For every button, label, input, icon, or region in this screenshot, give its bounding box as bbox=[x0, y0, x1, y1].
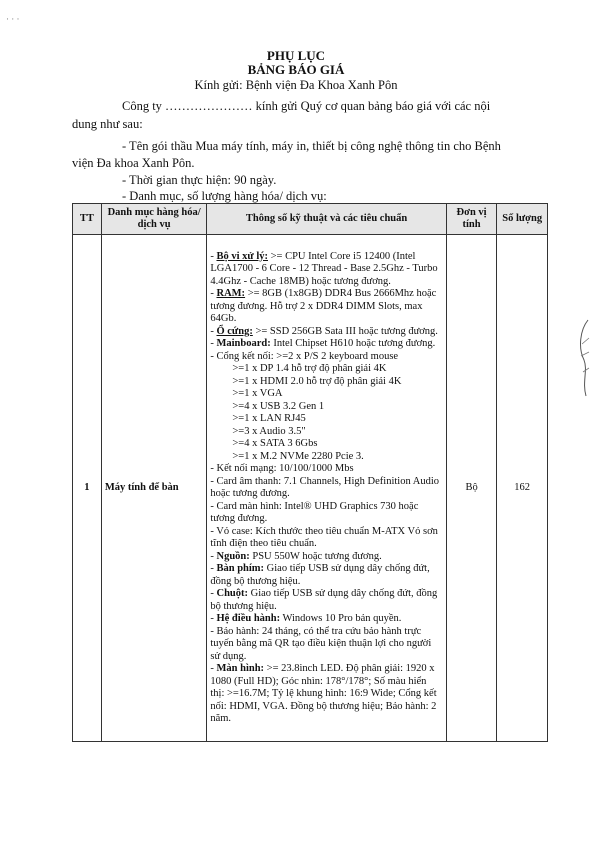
spec-port: >=1 x DP 1.4 hỗ trợ độ phân giải 4K bbox=[232, 363, 387, 374]
spec-mainboard: - Mainboard: Intel Chipset H610 hoặc tương đương. bbox=[210, 338, 436, 349]
spec-network: - Kết nối mạng: 10/100/1000 Mbs bbox=[210, 463, 354, 474]
intro-line-4: - Danh mục, số lượng hàng hóa/ dịch vụ: bbox=[122, 189, 327, 203]
header-qty: Số lượng bbox=[497, 204, 548, 235]
table-header-row bbox=[73, 204, 548, 235]
intro-line-3: - Thời gian thực hiện: 90 ngày. bbox=[122, 173, 277, 187]
intro-line-1b: dung như sau: bbox=[72, 117, 143, 131]
spec-port: >=4 x USB 3.2 Gen 1 bbox=[232, 400, 325, 412]
row-qty: 162 bbox=[497, 235, 548, 742]
header-name: Danh mục hàng hóa/ dịch vụ bbox=[101, 204, 207, 235]
header-tt: TT bbox=[73, 204, 102, 235]
spec-port: >=4 x SATA 3 6Gbs bbox=[232, 438, 318, 449]
spec-graphics: - Card màn hình: Intel® UHD Graphics 730 hoặc tương đương. bbox=[210, 500, 419, 524]
spec-keyboard: - Bàn phím: Giao tiếp USB sử dụng dây chống đứt, đồng bộ thương hiệu. bbox=[210, 563, 430, 587]
spec-port: >=3 x Audio 3.5" bbox=[232, 425, 306, 437]
spec-os: - Hệ điều hành: Windows 10 Pro bản quyền. bbox=[210, 613, 402, 624]
recipient-line: Kính gửi: Bệnh viện Đa Khoa Xanh Pôn bbox=[194, 78, 398, 92]
intro-line-2b: viện Đa khoa Xanh Pôn. bbox=[72, 156, 195, 170]
spec-warranty: - Bảo hành: 24 tháng, có thể tra cứu bảo hành trực tuyến bằng mã QR tạo điều kiện thuận lợi cho người sử dụng. bbox=[210, 625, 432, 662]
spec-port: >=1 x VGA bbox=[232, 388, 283, 399]
spec-audio: - Card âm thanh: 7.1 Channels, High Definition Audio hoặc tương đương. bbox=[210, 475, 439, 499]
quotation-table bbox=[72, 203, 548, 742]
intro-line-1: Công ty ………………… kính gửi Quý cơ quan bảng báo giá với các nội bbox=[122, 99, 491, 113]
row-unit: Bộ bbox=[446, 235, 497, 742]
quotation-title: BẢNG BÁO GIÁ bbox=[247, 62, 345, 77]
spec-ram: - RAM: >= 8GB (1x8GB) DDR4 Bus 2666Mhz hoặc tương đương. Hỗ trợ 2 x DDR4 DIMM Slots, max 64Gb. bbox=[210, 288, 437, 324]
spec-port: >=1 x LAN RJ45 bbox=[232, 413, 306, 424]
spec-ssd: - Ổ cứng: >= SSD 256GB Sata III hoặc tương đương. bbox=[210, 325, 438, 337]
header-unit: Đơn vị tính bbox=[446, 204, 497, 235]
spec-psu: - Nguồn: PSU 550W hoặc tương đương. bbox=[210, 550, 382, 562]
header-spec: Thông số kỹ thuật và các tiêu chuẩn bbox=[207, 204, 446, 235]
row-name: Máy tính để bàn bbox=[101, 235, 207, 742]
spec-monitor: - Màn hình: >= 23.8inch LED. Độ phân giải: 1920 x 1080 (Full HD); Góc nhìn: 178°/178°; Số màu hiển thị: >=16.7M; Tỷ lệ khung hình: 16:9 Wide; Cổng kết nối: HDMI, VGA. Đồng bộ thương hiệu; Bảo hành: 2 năm. bbox=[210, 663, 437, 724]
spec-mouse: - Chuột: Giao tiếp USB sử dụng dây chống đứt, đồng bộ thương hiệu. bbox=[210, 588, 438, 612]
spec-case: - Vỏ case: Kích thước theo tiêu chuẩn M-ATX Vỏ sơn tĩnh điện theo tiêu chuẩn. bbox=[210, 525, 438, 549]
stamp-edge-mark bbox=[576, 318, 590, 398]
spec-port: >=1 x HDMI 2.0 hỗ trợ độ phân giải 4K bbox=[232, 375, 402, 387]
spec-ports: - Cổng kết nối: >=2 x P/S 2 keyboard mouse bbox=[210, 350, 399, 362]
spec-cpu: - Bộ vi xử lý: >= CPU Intel Core i5 12400 (Intel LGA1700 - 6 Core - 12 Thread - Base 2.5Ghz - Turbo 4.4Ghz - Cache 18MB) hoặc tương đương. bbox=[210, 250, 438, 287]
intro-line-2: - Tên gói thầu Mua máy tính, máy in, thiết bị công nghệ thông tin cho Bệnh bbox=[122, 139, 501, 153]
row-tt: 1 bbox=[73, 235, 102, 742]
appendix-title: PHỤ LỤC bbox=[266, 48, 326, 63]
scan-dots: · · · bbox=[6, 14, 20, 24]
table-row bbox=[73, 235, 548, 742]
spec-port: >=1 x M.2 NVMe 2280 Pcie 3. bbox=[232, 450, 364, 462]
row-spec bbox=[207, 235, 446, 742]
